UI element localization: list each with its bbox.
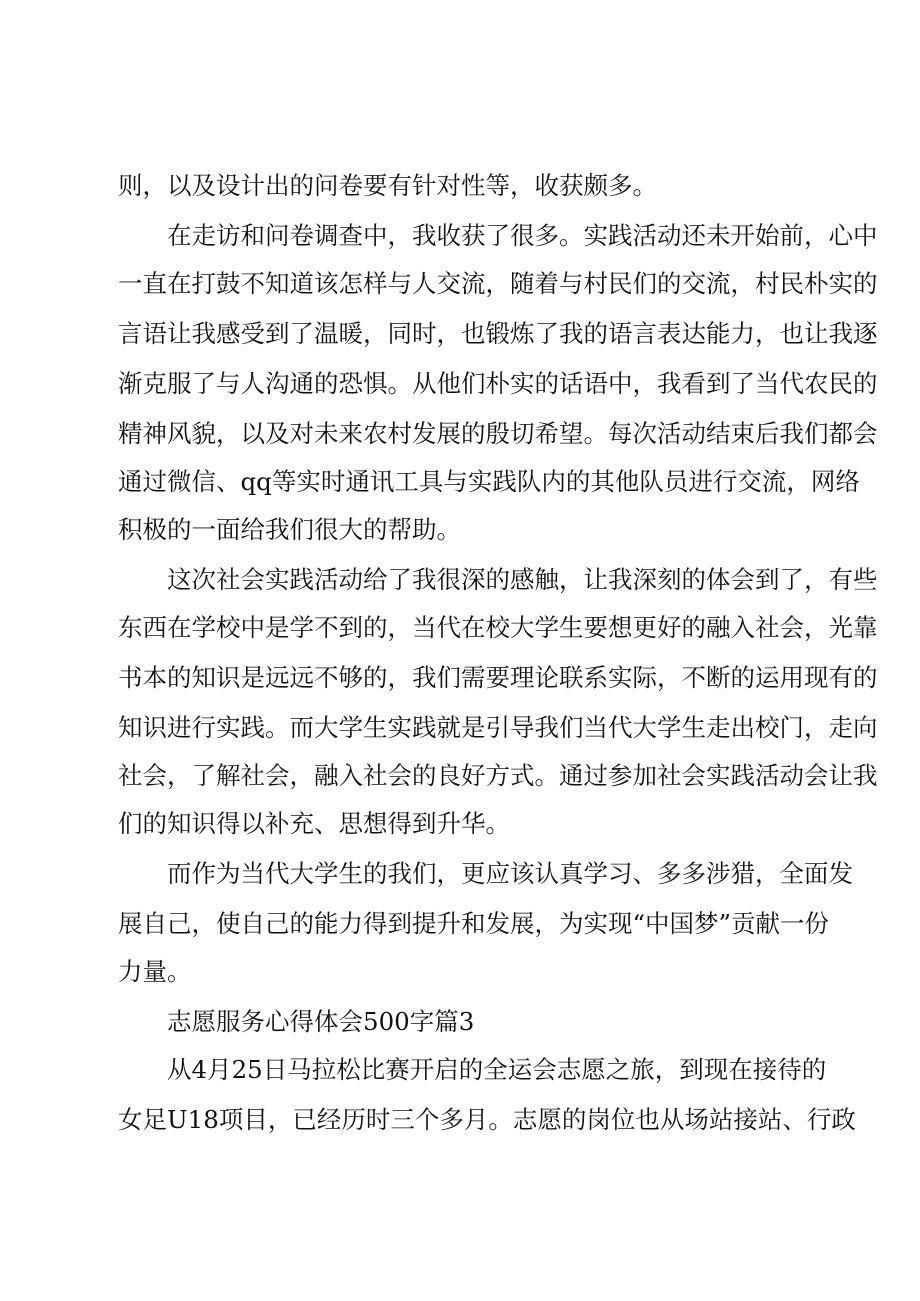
text-line: 书本的知识是远远不够的，我们需要理论联系实际，不断的运用现有的 (118, 663, 878, 692)
text-line: 渐克服了与人沟通的恐惧。从他们朴实的话语中，我看到了当代农民的 (118, 369, 878, 398)
text-line: 东西在学校中是学不到的，当代在校大学生要想更好的融入社会，光靠 (118, 613, 878, 642)
text-line: 在走访和问卷调查中，我收获了很多。实践活动还未开始前，心中 (167, 221, 878, 250)
text-line: 而作为当代大学生的我们，更应该认真学习、多多涉猎，全面发 (167, 859, 853, 888)
text-line: 一直在打鼓不知道该怎样与人交流，随着与村民们的交流，村民朴实的 (118, 269, 878, 298)
text-line: 言语让我感受到了温暖，同时，也锻炼了我的语言表达能力，也让我逐 (118, 319, 878, 348)
text-line: 精神风貌，以及对未来农村发展的殷切希望。每次活动结束后我们都会 (118, 419, 878, 448)
text-line: 积极的一面给我们很大的帮助。 (118, 515, 461, 544)
text-line: 女足U18项目，已经历时三个多月。志愿的岗位也从场站接站、行政 (118, 1105, 856, 1134)
text-line: 则，以及设计出的问卷要有针对性等，收获颇多。 (118, 171, 657, 200)
text-line: 从4月25日马拉松比赛开启的全运会志愿之旅，到现在接待的 (167, 1055, 827, 1084)
section-heading: 志愿服务心得体会500字篇3 (167, 1007, 475, 1036)
text-line: 社会，了解社会，融入社会的良好方式。通过参加社会实践活动会让我 (118, 761, 878, 790)
text-line: 展自己，使自己的能力得到提升和发展，为实现“中国梦”贡献一份 (118, 909, 830, 938)
text-line: 这次社会实践活动给了我很深的感触，让我深刻的体会到了，有些 (167, 565, 878, 594)
text-line: 力量。 (118, 957, 192, 986)
text-line: 通过微信、qq等实时通讯工具与实践队内的其他队员进行交流，网络 (118, 467, 860, 496)
text-line: 们的知识得以补充、思想得到升华。 (118, 809, 510, 838)
text-line: 知识进行实践。而大学生实践就是引导我们当代大学生走出校门，走向 (118, 713, 878, 742)
